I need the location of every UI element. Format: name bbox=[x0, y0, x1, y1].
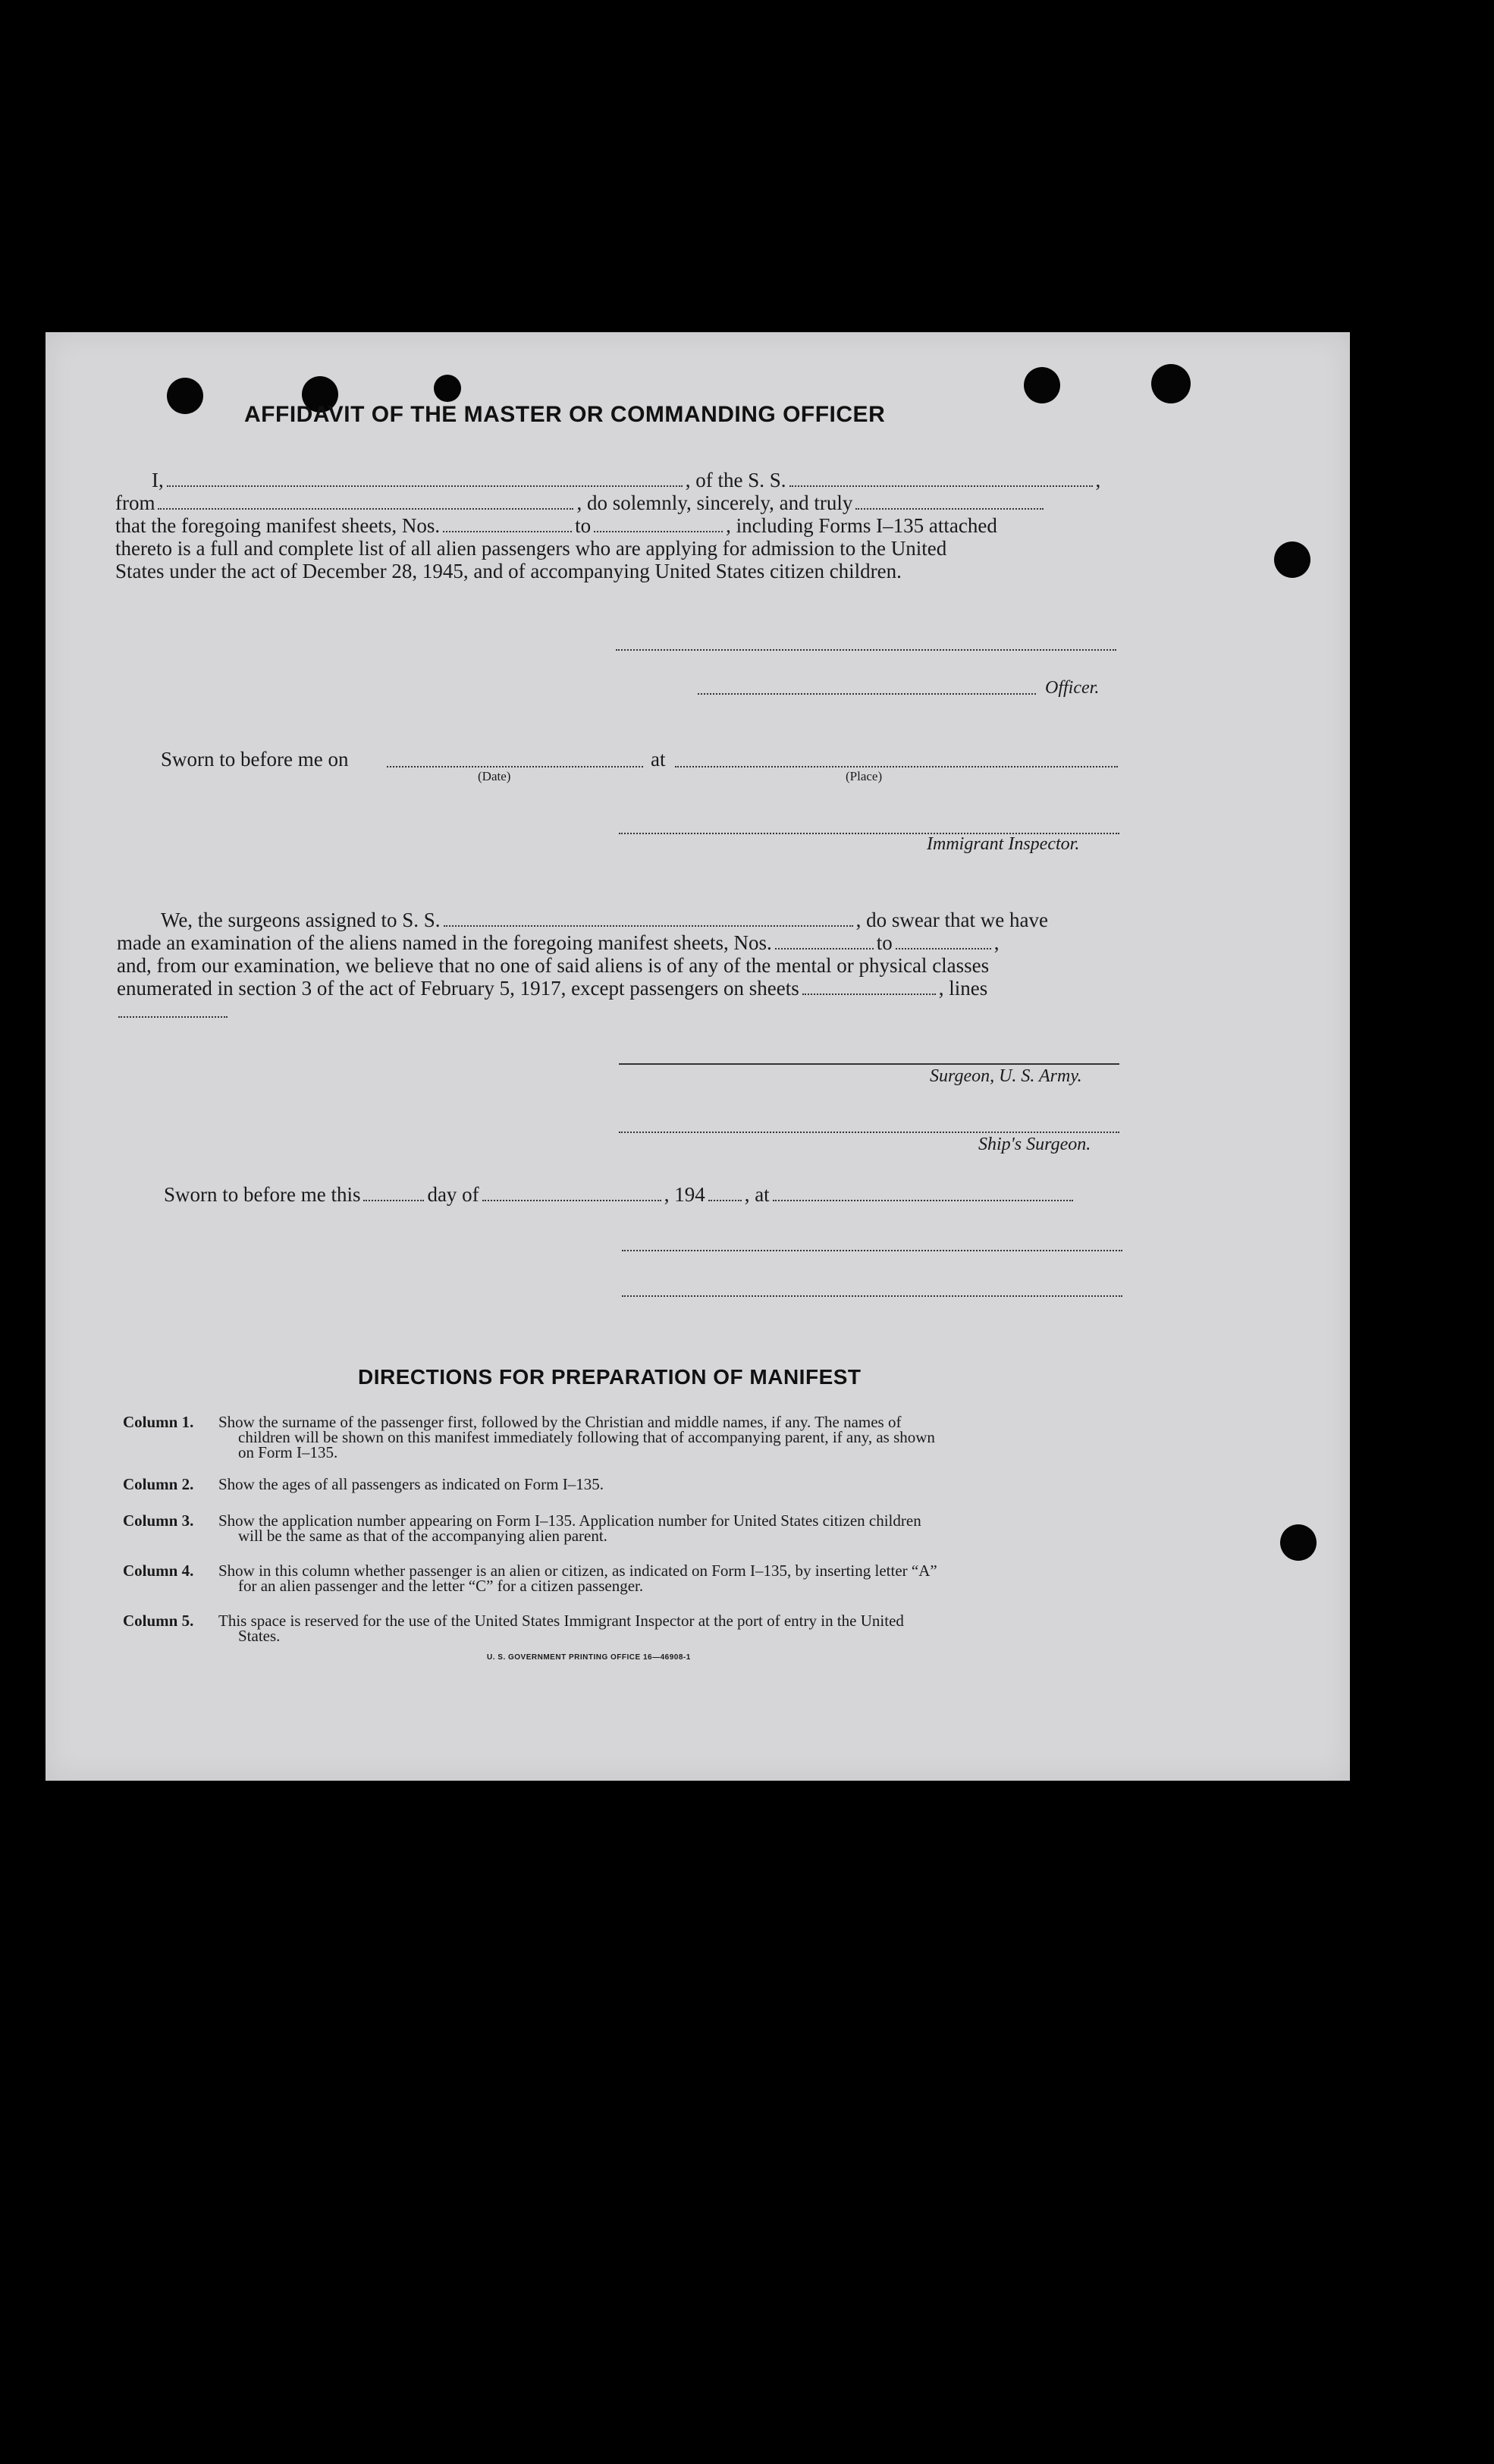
ship-surgeon-signature-line[interactable] bbox=[619, 1132, 1119, 1133]
army-surgeon-caption: Surgeon, U. S. Army. bbox=[930, 1066, 1082, 1086]
sworn-place-field[interactable] bbox=[675, 766, 1118, 767]
except-lines-field[interactable] bbox=[118, 1016, 228, 1018]
affidavit-line-3 bbox=[115, 514, 997, 537]
affidavit-line-1 bbox=[152, 469, 1100, 491]
direction-text-4a: Show in this column whether passenger is an alien or citizen, as indicated on Form I–135, by inserting letter “A” bbox=[218, 1562, 937, 1580]
direction-text-3b: will be the same as that of the accompanying alien parent. bbox=[238, 1527, 607, 1545]
affidavit-line-1-c: , bbox=[1095, 469, 1101, 491]
surgeons-line-4-b: , lines bbox=[938, 977, 988, 1000]
affidavit-line-5: States under the act of December 28, 1945, and of accompanying United States citizen children. bbox=[115, 560, 902, 582]
sworn-at2-label: , at bbox=[744, 1183, 770, 1206]
affidavit-line-3-a: that the foregoing manifest sheets, Nos. bbox=[115, 514, 441, 537]
affidavit-line-3-b: to bbox=[575, 514, 592, 537]
ship-name-field[interactable] bbox=[789, 470, 1093, 487]
affidavit-line-3-c: , including Forms I–135 attached bbox=[726, 514, 997, 537]
direction-text-4b: for an alien passenger and the letter “C” for a citizen passenger. bbox=[238, 1577, 644, 1595]
master-name-field[interactable] bbox=[167, 470, 683, 487]
punch-hole bbox=[1151, 364, 1191, 403]
surgeons-sheets-from-field[interactable] bbox=[775, 933, 874, 950]
direction-text-5a: This space is reserved for the use of the United States Immigrant Inspector at the port of entry in the United bbox=[218, 1612, 904, 1630]
affidavit-line-2 bbox=[115, 491, 1047, 514]
surgeons-line-4 bbox=[117, 977, 987, 1000]
surgeons-line-4-a: enumerated in section 3 of the act of February 5, 1917, except passengers on sheets bbox=[117, 977, 799, 1000]
affidavit-line-2-b: , do solemnly, sincerely, and truly bbox=[576, 491, 853, 514]
ship-surgeon-caption: Ship's Surgeon. bbox=[978, 1135, 1091, 1154]
sworn-date-field[interactable] bbox=[387, 766, 643, 767]
sworn-day-of-label: day of bbox=[427, 1183, 479, 1206]
sworn-year-field[interactable] bbox=[708, 1185, 742, 1201]
sworn-month-field[interactable] bbox=[482, 1185, 661, 1201]
surgeons-line-1 bbox=[161, 909, 1048, 931]
inspector-caption: Immigrant Inspector. bbox=[927, 834, 1080, 854]
direction-text-1c: on Form I–135. bbox=[238, 1443, 338, 1461]
punch-hole bbox=[434, 375, 461, 402]
surgeons-line-3: and, from our examination, we believe that no one of said aliens is of any of the mental or physical classes bbox=[117, 954, 990, 977]
sworn-day-field[interactable] bbox=[363, 1185, 424, 1201]
affidavit-line-2-a: from bbox=[115, 491, 155, 514]
punch-hole bbox=[1024, 367, 1060, 403]
affidavit-title: AFFIDAVIT OF THE MASTER OR COMMANDING OFFICER bbox=[244, 402, 886, 427]
surgeons-line-2-c: , bbox=[993, 931, 1000, 954]
sworn-on-label: Sworn to before me on bbox=[161, 748, 349, 771]
surgeons-ship-field[interactable] bbox=[444, 910, 853, 927]
direction-text-1b: children will be shown on this manifest immediately following that of accompanying parent, if any, as shown bbox=[238, 1428, 935, 1446]
inspector-signature-line-3[interactable] bbox=[622, 1295, 1122, 1297]
direction-label-5: Column 5. bbox=[123, 1612, 194, 1630]
army-surgeon-signature-line[interactable] bbox=[619, 1063, 1119, 1065]
direction-label-3: Column 3. bbox=[123, 1511, 194, 1530]
direction-label-4: Column 4. bbox=[123, 1562, 194, 1580]
sworn-at-label: at bbox=[651, 748, 666, 771]
sworn-this-line bbox=[164, 1183, 1076, 1206]
direction-label-2: Column 2. bbox=[123, 1475, 194, 1493]
form-page bbox=[46, 332, 1350, 1781]
surgeons-line-1-a: We, the surgeons assigned to S. S. bbox=[161, 909, 441, 931]
sworn-this-label: Sworn to before me this bbox=[164, 1183, 361, 1206]
surgeons-line-2 bbox=[117, 931, 1000, 954]
place-caption: (Place) bbox=[846, 769, 883, 783]
directions-title: DIRECTIONS FOR PREPARATION OF MANIFEST bbox=[358, 1365, 862, 1389]
printing-office-footer: U. S. GOVERNMENT PRINTING OFFICE 16—46908-1 bbox=[487, 1653, 691, 1662]
except-sheets-field[interactable] bbox=[802, 978, 936, 995]
surgeons-sheets-to-field[interactable] bbox=[896, 933, 991, 950]
direction-text-1a: Show the surname of the passenger first, followed by the Christian and middle names, if any. The names of bbox=[218, 1413, 902, 1431]
punch-hole bbox=[1280, 1524, 1317, 1561]
surgeons-line-1-b: , do swear that we have bbox=[855, 909, 1048, 931]
sheets-to-field[interactable] bbox=[594, 516, 723, 532]
master-signature-line[interactable] bbox=[616, 649, 1116, 651]
affidavit-line-4: thereto is a full and complete list of all alien passengers who are applying for admission to the United bbox=[115, 537, 947, 560]
officer-caption: Officer. bbox=[1045, 678, 1100, 698]
direction-text-5b: States. bbox=[238, 1627, 281, 1645]
punch-hole bbox=[167, 378, 203, 414]
direction-text-2a: Show the ages of all passengers as indicated on Form I–135. bbox=[218, 1475, 604, 1493]
officer-signature-line[interactable] bbox=[698, 693, 1036, 695]
affidavit-line-1-a: I, bbox=[152, 469, 164, 491]
sworn-place2-field[interactable] bbox=[773, 1185, 1073, 1201]
affidavit-line-1-b: , of the S. S. bbox=[685, 469, 786, 491]
sworn-year-label: , 194 bbox=[664, 1183, 705, 1206]
direction-label-1: Column 1. bbox=[123, 1413, 194, 1431]
oath-field[interactable] bbox=[855, 493, 1044, 510]
sheets-from-field[interactable] bbox=[443, 516, 572, 532]
punch-hole bbox=[1274, 541, 1310, 578]
departure-port-field[interactable] bbox=[158, 493, 573, 510]
direction-text-3a: Show the application number appearing on Form I–135. Application number for United States citizen children bbox=[218, 1511, 921, 1530]
inspector-signature-line-2[interactable] bbox=[622, 1250, 1122, 1251]
surgeons-line-2-a: made an examination of the aliens named in the foregoing manifest sheets, Nos. bbox=[117, 931, 772, 954]
surgeons-line-2-b: to bbox=[876, 931, 893, 954]
date-caption: (Date) bbox=[478, 769, 511, 783]
